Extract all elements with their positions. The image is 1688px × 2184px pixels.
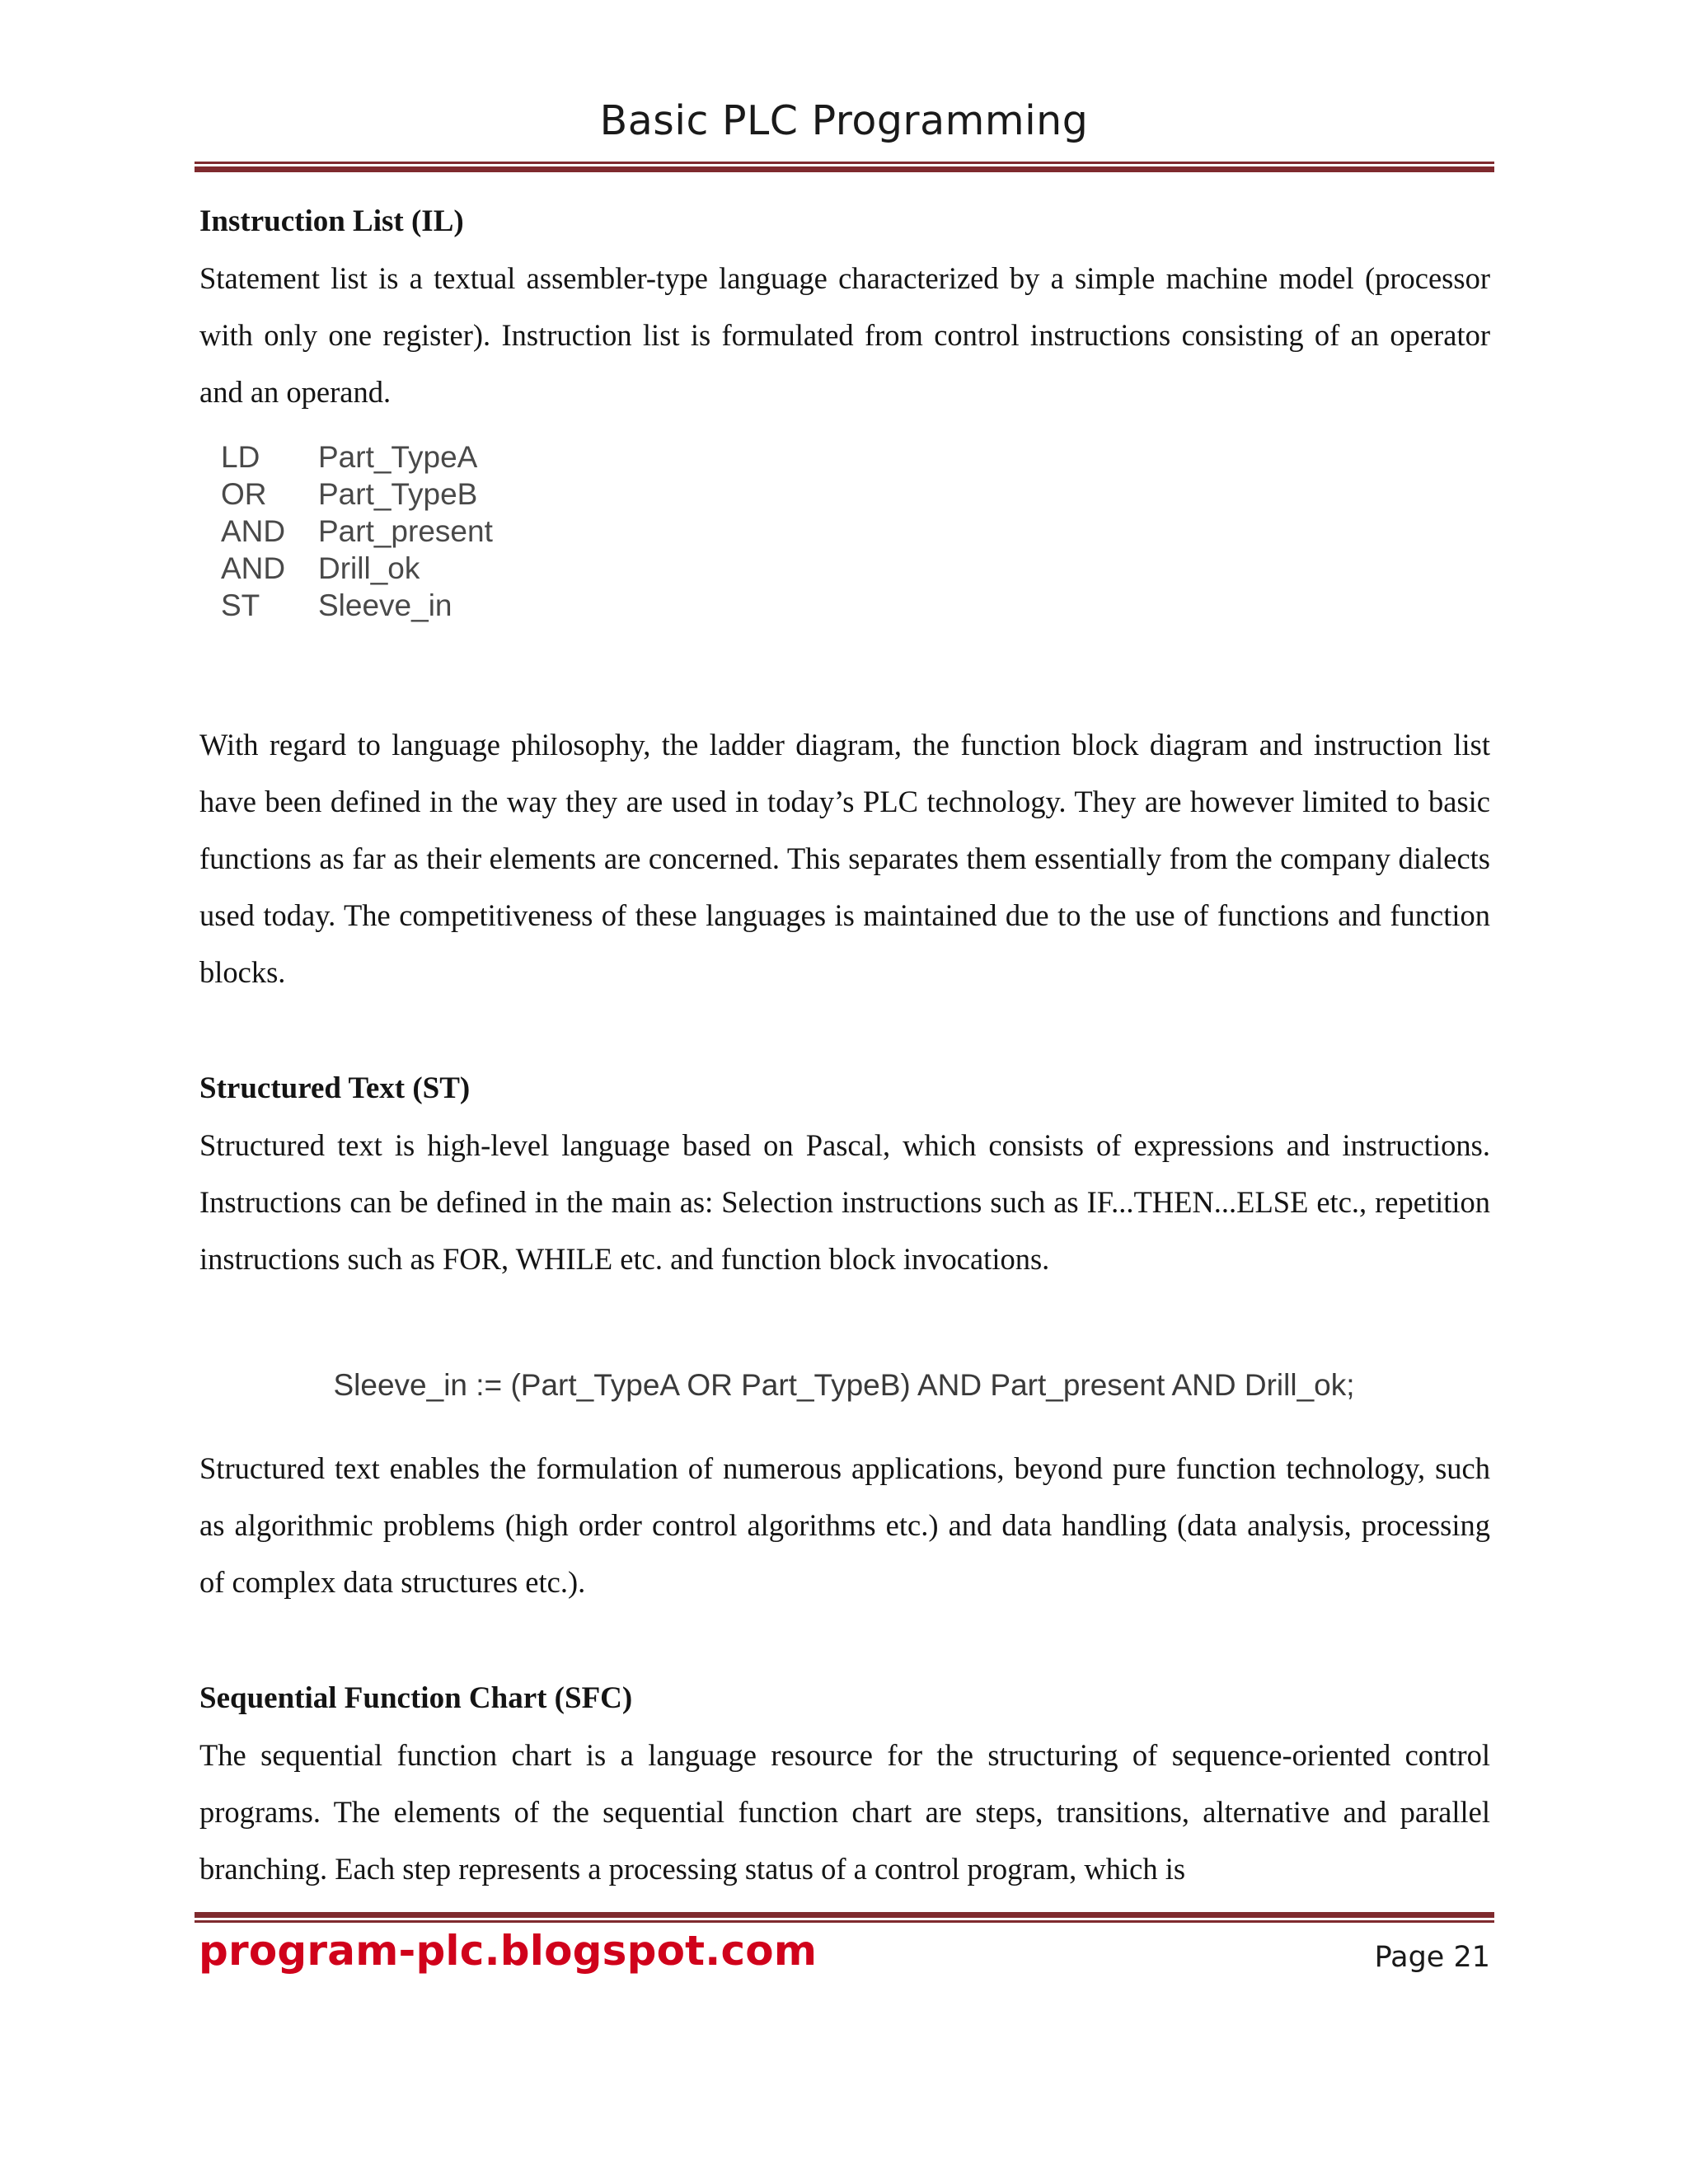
section-sequential-function-chart — [199, 1670, 1490, 1897]
section-instruction-list — [199, 193, 1490, 420]
il-operator: AND — [221, 551, 286, 585]
il-code-row — [221, 438, 493, 476]
st-code-example: Sleeve_in := (Part_TypeA OR Part_TypeB) AND Part_present AND Drill_ok; — [333, 1368, 1355, 1402]
il-operator: OR — [221, 477, 267, 511]
paragraph-st: Structured text is high-level language based on Pascal, which consists of expressions and instructions. Instructions can be defined in the main as: Selection instructions such as IF...THEN...ELSE etc., repetition instructions such as FOR, WHILE etc. and function block invocations. — [199, 1128, 1490, 1276]
il-operand: Part_present — [318, 514, 493, 548]
il-operand: Part_TypeB — [318, 477, 478, 511]
section-heading-il: Instruction List (IL) — [199, 204, 464, 238]
page-title: Basic PLC Programming — [599, 97, 1089, 144]
section-heading-st: Structured Text (ST) — [199, 1071, 471, 1105]
il-code-row — [221, 476, 493, 513]
il-code-row — [221, 587, 493, 624]
il-operator: AND — [221, 514, 286, 548]
page-number: Page 21 — [1374, 1941, 1490, 1974]
section-structured-text-continued — [199, 1440, 1490, 1610]
paragraph-sfc: The sequential function chart is a language resource for the structuring of sequence-oriented control programs. The elements of the sequential function chart are steps, transitions, alternative and parallel branching. Each step represents a processing status of a control program, which is — [199, 1738, 1490, 1886]
section-language-philosophy — [199, 716, 1490, 1001]
footer-divider — [195, 1912, 1494, 1923]
footer-site-link[interactable]: program-plc.blogspot.com — [199, 1927, 818, 1975]
il-operand: Drill_ok — [318, 551, 420, 585]
il-operand: Sleeve_in — [318, 588, 452, 622]
header-divider — [195, 162, 1494, 172]
paragraph-st-applications: Structured text enables the formulation of numerous applications, beyond pure function technology, such as algorithmic problems (high order control algorithms etc.) and data handling (data analysis, processing of complex data structures etc.). — [199, 1451, 1490, 1599]
il-code-row — [221, 550, 493, 587]
il-code-row — [221, 513, 493, 550]
il-code-listing — [221, 438, 493, 624]
il-operator: ST — [221, 588, 260, 622]
section-heading-sfc: Sequential Function Chart (SFC) — [199, 1681, 633, 1715]
il-operator: LD — [221, 440, 260, 474]
paragraph-il: Statement list is a textual assembler-type language characterized by a simple machine model (processor with only one register). Instruction list is formulated from control instructions consisting of an operator and an operand. — [199, 261, 1490, 409]
section-structured-text — [199, 1060, 1490, 1287]
il-operand: Part_TypeA — [318, 440, 478, 474]
paragraph-philosophy: With regard to language philosophy, the ladder diagram, the function block diagram and instruction list have been defined in the way they are used in today’s PLC technology. They are however limited to basic functions as far as their elements are concerned. This separates them essentially from the company dialects used today. The competitiveness of these languages is maintained due to the use of functions and function blocks. — [199, 728, 1490, 989]
